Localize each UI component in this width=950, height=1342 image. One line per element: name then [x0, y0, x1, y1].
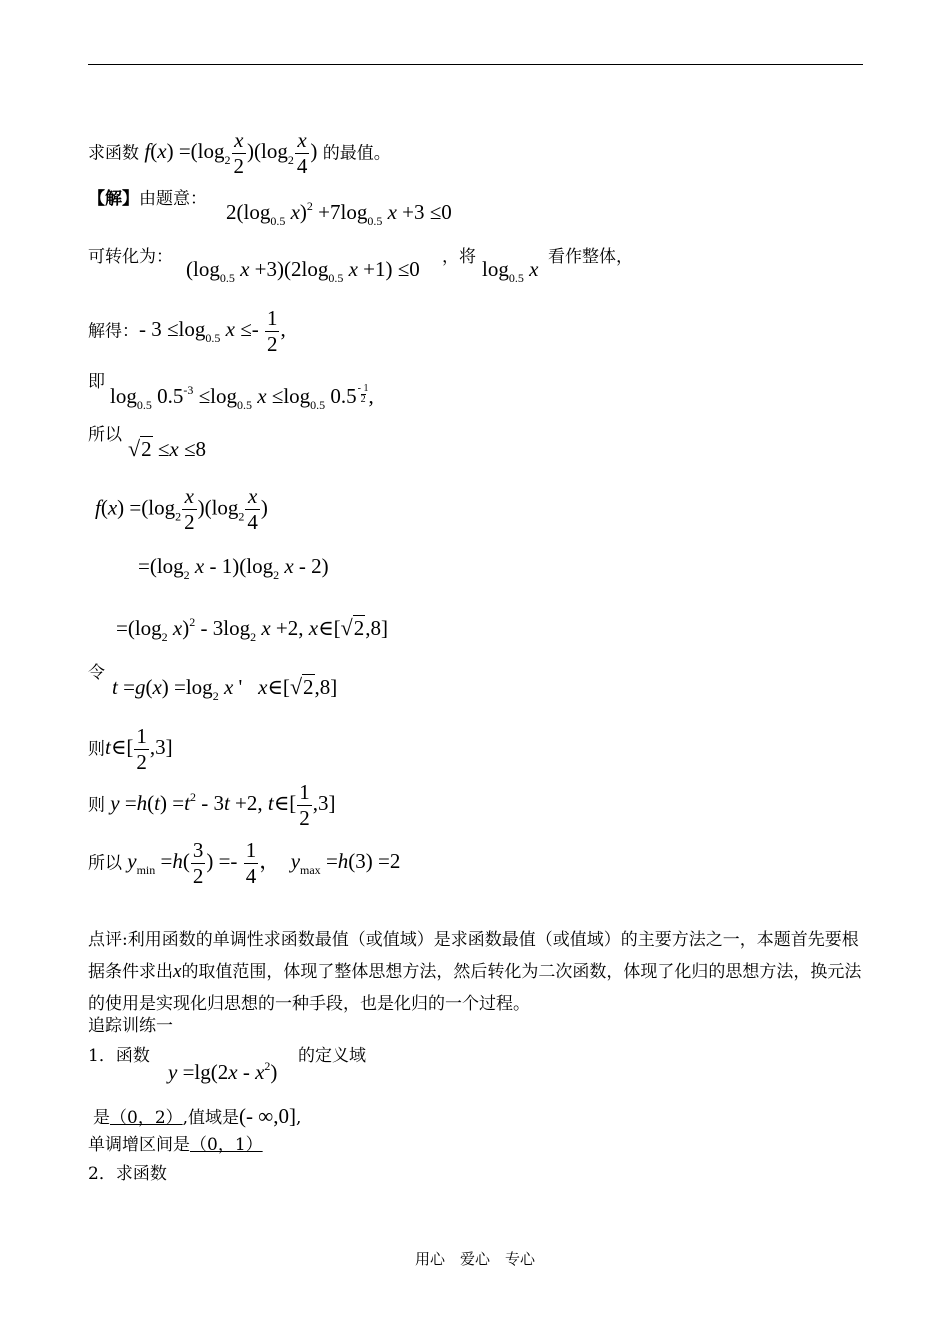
extrema: $y_{min} =h$( $\frac{3}{2}$ ) =- $\frac{1}{4}$ ， $y_{max} =h(3) =2$: [127, 838, 401, 888]
ze-intro-1: 则: [88, 739, 105, 760]
inequality-4: $\log_{0.5} 0.5^{-3} \le\log_{0.5}$ $x \le\log_{0.5}$ 0.5 $\frac{- 1}{2}$ ,: [110, 383, 374, 412]
q1-range-answer: (- ∞,0]: [239, 1104, 296, 1128]
conversion-tail: 看作整体，: [548, 247, 633, 267]
ze-line-1: [88, 726, 173, 773]
solve-intro: 解得：: [88, 321, 139, 342]
suoyi-intro-2: 所以: [88, 853, 122, 874]
ze-line-2: [88, 782, 336, 829]
problem-line: [88, 130, 391, 177]
q1-answer-line: [93, 1106, 301, 1127]
comment-text-1: 点评:利用函数的单调性求函数最值（或值域）是求函数最值（或值域）的主要方法之一，本题首先要根据条件求出: [88, 930, 859, 982]
page-footer: 用心 爱心 专心: [414, 1250, 535, 1268]
inequality-3: - $3 \le\log_{0.5}$ x ≤- $\frac{1}{2}$ ,: [139, 306, 286, 356]
practice-title: 追踪训练一: [88, 1016, 173, 1036]
q1-mono-answer: （0，1）: [190, 1135, 263, 1155]
q1-range-label: ,值域是: [182, 1108, 240, 1128]
ji-intro: 即: [88, 372, 105, 392]
q1-is: 是: [93, 1108, 110, 1128]
fx-line-2: $=(\log_2$ x - $1)(\log_2$ x - 2): [138, 554, 329, 582]
quadratic-function: $y =h(t) =t^2 - 3t +2$, t∈[ $\frac{1}{2}$ ,3]: [110, 780, 336, 830]
header-rule: [88, 64, 863, 65]
ze-intro-2: 则: [88, 795, 105, 816]
whole-expression: $\log_{0.5} x$: [482, 257, 539, 285]
solution-intro: 由题意：: [139, 189, 207, 209]
problem-tail: 的最值。: [322, 143, 391, 164]
conversion-intro: 可转化为：: [88, 247, 173, 267]
q1-range-tail: ,: [296, 1108, 302, 1128]
fx-line-3: $=(\log_2$ $x)^2 - 3\log_2$ x +2, x∈[√2,8]: [116, 615, 388, 644]
q1-mono-label: 单调增区间是: [88, 1135, 190, 1155]
q1-mono-line: [88, 1137, 263, 1154]
x-range: √2 ≤x ≤8: [128, 436, 206, 461]
q1-function: $y =\lg(2x - x^2)$: [168, 1059, 278, 1084]
solution-label: 【解】: [88, 189, 139, 209]
solution-line: [88, 191, 207, 208]
q1-prefix: 1．函数: [88, 1046, 150, 1066]
problem-formula: $f(x) =(\log_2$ $\frac{x}{2}$ )($\log_2$ $\frac{x}{4}$ ): [144, 128, 318, 178]
inequality-1: $2(\log_{0.5}$ $x)^2 +7\log_{0.5}$ x +3 ≤0: [226, 199, 452, 228]
suoyi-intro-1: 所以: [88, 425, 122, 445]
ling-intro: 令: [88, 663, 105, 683]
conversion-comma: ，将: [442, 247, 476, 267]
substitution: $t =g(x) =\log_2$ x ' x∈[√2,8]: [112, 674, 338, 703]
solve-line: [88, 308, 286, 355]
problem-intro: 求函数: [88, 143, 139, 164]
t-range: t∈[ $\frac{1}{2}$ ,3]: [105, 724, 173, 774]
q1-domain-answer: （0，2）: [110, 1108, 183, 1128]
q2-line: 2．求函数: [88, 1164, 167, 1184]
comment-paragraph: 点评:利用函数的单调性求函数最值（或值域）是求函数最值（或值域）的主要方法之一，本题首先要根据条件求出x的取值范围，体现了整体思想方法，然后转化为二次函数，体现了化归的思想方法，换元法的使用是实现化归思想的一种手段，也是化归的一个过程。: [88, 930, 862, 1014]
fx-line-1: $f(x) =(\log_2$ $\frac{x}{2}$ )($\log_2$ $\frac{x}{4}$ ): [95, 484, 268, 534]
q1-tail: 的定义域: [298, 1046, 366, 1066]
suoyi-line-2: [88, 840, 400, 887]
comment-text-2: 的取值范围，体现了整体思想方法，然后转化为二次函数，体现了化归的思想方法，换元法的使用是实现化归思想的一种手段，也是化归的一个过程。: [88, 962, 862, 1014]
inequality-2: ($\log_{0.5}$ $x +3)(2\log_{0.5}$ x +1) ≤0: [186, 257, 420, 285]
